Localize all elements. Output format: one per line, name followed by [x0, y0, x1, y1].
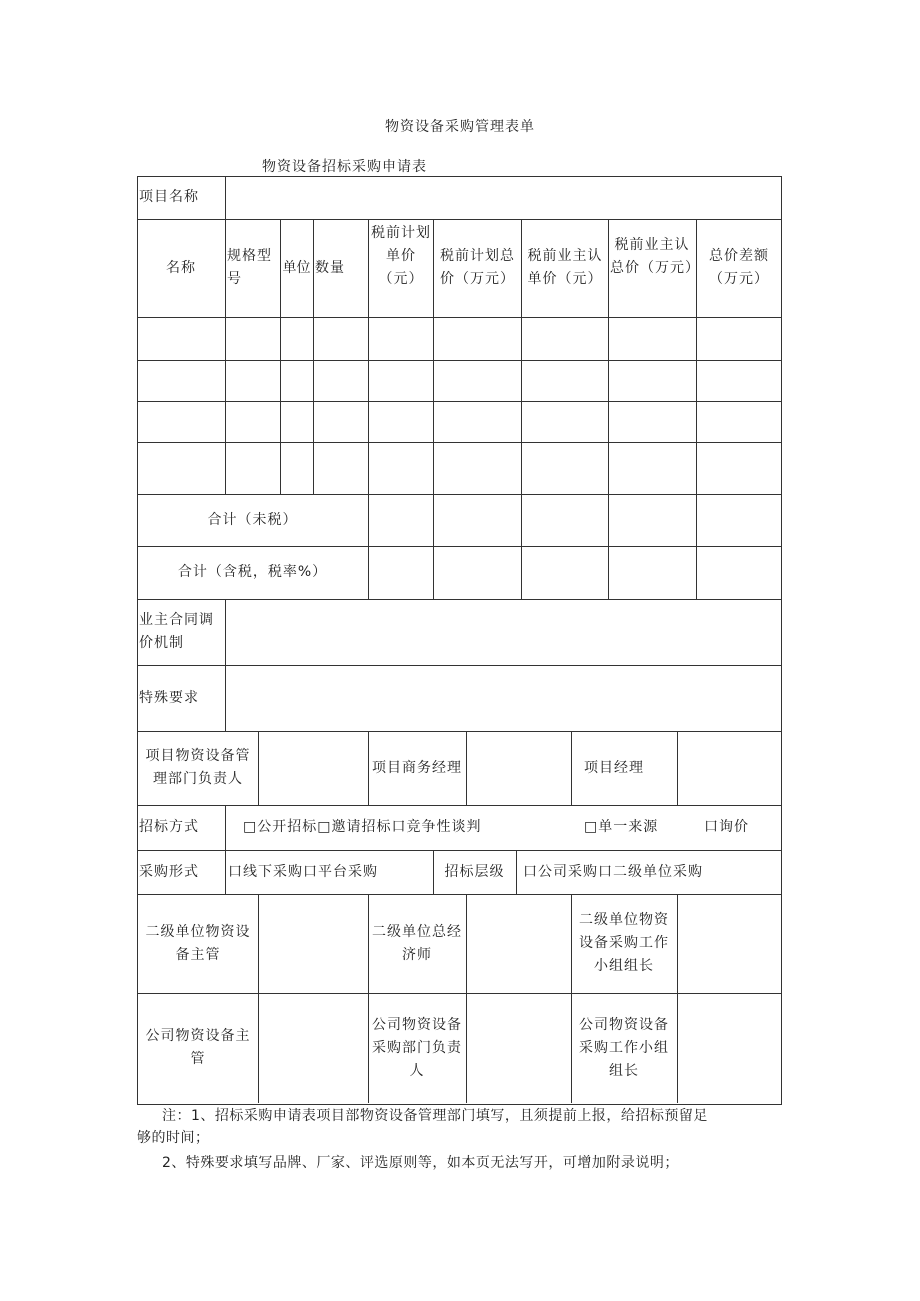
col-total-diff: 总价差额（万元） [709, 248, 769, 287]
subtotal-with-tax: 合计（含税，税率%） [177, 564, 328, 580]
col-unit: 单位 [282, 259, 311, 276]
col-name: 名称 [166, 259, 196, 276]
col-pre-tax-owner-unit: 税前业主认单价（元） [527, 248, 603, 287]
purchase-form-options[interactable]: 口线下采购口平台采购 [228, 863, 378, 880]
bid-level-options[interactable]: 口公司采购口二级单位采购 [523, 863, 703, 880]
bid-method-label: 招标方式 [139, 819, 199, 835]
purchase-form-label: 采购形式 [139, 863, 199, 880]
owner-contract-label: 业主合同调价机制 [139, 612, 214, 651]
company-material-supervisor: 公司物资设备主管 [145, 1028, 251, 1067]
form-title: 物资设备招标采购申请表 [262, 159, 427, 175]
sub-unit-chief-economist: 二级单位总经济师 [372, 923, 462, 963]
col-qty: 数量 [315, 259, 345, 276]
col-spec: 规格型号 [227, 248, 272, 287]
company-working-group-leader: 公司物资设备采购工作小组组长 [579, 1016, 669, 1079]
sub-unit-material-supervisor: 二级单位物资设备主管 [145, 923, 251, 963]
material-mgr-label: 项目物资设备管理部门负责人 [145, 748, 251, 787]
sub-unit-working-group-leader: 二级单位物资设备采购工作小组组长 [579, 912, 669, 974]
biz-mgr-label: 项目商务经理 [372, 759, 462, 776]
proj-mgr-label: 项目经理 [584, 759, 644, 776]
col-pre-tax-owner-total: 税前业主认总价（万元） [610, 237, 700, 276]
col-pre-tax-plan-unit: 税前计划单价（元） [371, 225, 431, 287]
note-1: 注：1、招标采购申请表项目部物资设备管理部门填写，且须提前上报，给招标预留足 [162, 1108, 708, 1124]
special-requirements-label: 特殊要求 [139, 689, 199, 706]
company-purchase-dept-head: 公司物资设备采购部门负责人 [372, 1016, 462, 1079]
bid-level-label: 招标层级 [444, 863, 505, 880]
note-2: 2、特殊要求填写品牌、厂家、评选原则等，如本页无法写开，可增加附录说明； [162, 1155, 679, 1171]
bid-method-inquiry[interactable]: 口询价 [704, 819, 749, 835]
bid-method-single-source[interactable]: □单一来源 [584, 819, 659, 835]
project-name-label: 项目名称 [139, 189, 199, 205]
col-pre-tax-plan-total: 税前计划总价（万元） [440, 248, 515, 287]
subtotal-no-tax: 合计（未税） [207, 511, 298, 528]
note-1-cont: 够的时间； [137, 1130, 210, 1146]
bid-method-options[interactable]: □公开招标□邀请招标口竞争性谈判 [243, 819, 482, 835]
document-title: 物资设备采购管理表单 [385, 119, 535, 135]
